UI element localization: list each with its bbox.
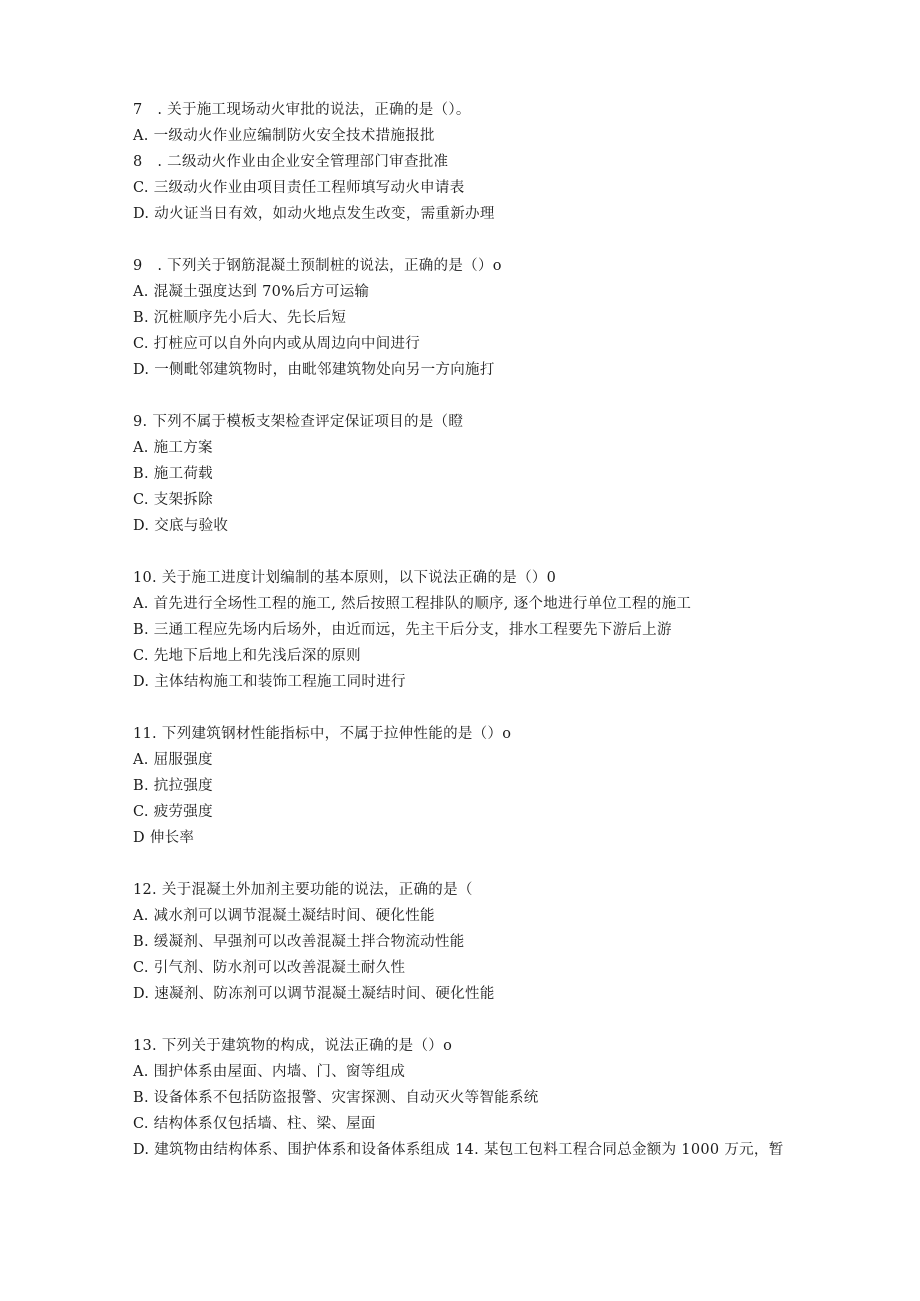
option-d: D. 动火证当日有效，如动火地点发生改变，需重新办理 xyxy=(133,206,495,222)
question-stem: 12. 关于混凝土外加剂主要功能的说法，正确的是（ xyxy=(133,882,473,898)
question-stem: 10. 关于施工进度计划编制的基本原则，以下说法正确的是（）0 xyxy=(133,570,557,586)
option-a: A. 混凝土强度达到 70%后方可运输 xyxy=(133,284,370,300)
question-9-formwork xyxy=(133,409,813,539)
option-b: B. 设备体系不包括防盗报警、灾害探测、自动灭火等智能系统 xyxy=(133,1090,539,1106)
option-c: C. 打桩应可以自外向内或从周边向中间进行 xyxy=(133,336,421,352)
option-d: D. 交底与验收 xyxy=(133,518,229,534)
option-a: A. 首先进行全场性工程的施工, 然后按照工程排队的顺序, 逐个地进行单位工程的施工 xyxy=(133,596,692,612)
option-d: D 伸长率 xyxy=(133,830,195,846)
option-d: D. 建筑物由结构体系、围护体系和设备体系组成 14. 某包工包料工程合同总金额为 1000 万元，暂 xyxy=(133,1142,784,1158)
question-12 xyxy=(133,877,813,1007)
option-a: A. 减水剂可以调节混凝土凝结时间、硬化性能 xyxy=(133,908,435,924)
option-d: D. 速凝剂、防冻剂可以调节混凝土凝结时间、硬化性能 xyxy=(133,986,495,1002)
question-stem: 11. 下列建筑钢材性能指标中，不属于拉伸性能的是（）o xyxy=(133,726,512,742)
question-9-precast-pile xyxy=(133,253,813,383)
option-d: D. 一侧毗邻建筑物时，由毗邻建筑物处向另一方向施打 xyxy=(133,362,495,378)
question-7 xyxy=(133,97,813,227)
option-c: C. 结构体系仅包括墙、柱、梁、屋面 xyxy=(133,1116,376,1132)
question-stem: 9. 下列不属于模板支架检查评定保证项目的是（瞪 xyxy=(133,414,464,430)
question-10 xyxy=(133,565,813,695)
option-a: A. 围护体系由屋面、内墙、门、窗等组成 xyxy=(133,1064,406,1080)
option-c: C. 引气剂、防水剂可以改善混凝土耐久性 xyxy=(133,960,406,976)
option-a: A. 施工方案 xyxy=(133,440,213,456)
question-11 xyxy=(133,721,813,851)
option-c: C. 支架拆除 xyxy=(133,492,213,508)
option-b: B. 三通工程应先场内后场外，由近而远，先主干后分支，排水工程要先下游后上游 xyxy=(133,622,672,638)
question-stem: 9 . 下列关于钢筋混凝土预制桩的说法，正确的是（）o xyxy=(133,258,502,274)
document-page xyxy=(133,97,813,1189)
question-13 xyxy=(133,1033,813,1163)
option-b: 8 . 二级动火作业由企业安全管理部门审查批准 xyxy=(133,154,449,170)
option-b: B. 施工荷载 xyxy=(133,466,213,482)
option-c: C. 三级动火作业由项目责任工程师填写动火申请表 xyxy=(133,180,465,196)
option-b: B. 沉桩顺序先小后大、先长后短 xyxy=(133,310,347,326)
option-b: B. 抗拉强度 xyxy=(133,778,213,794)
option-c: C. 先地下后地上和先浅后深的原则 xyxy=(133,648,361,664)
option-c: C. 疲劳强度 xyxy=(133,804,213,820)
option-b: B. 缓凝剂、早强剂可以改善混凝土拌合物流动性能 xyxy=(133,934,465,950)
option-a: A. 一级动火作业应编制防火安全技术措施报批 xyxy=(133,128,435,144)
question-stem: 13. 下列关于建筑物的构成，说法正确的是（）o xyxy=(133,1038,453,1054)
option-d: D. 主体结构施工和装饰工程施工同时进行 xyxy=(133,674,406,690)
question-stem: 7 . 关于施工现场动火审批的说法，正确的是（）。 xyxy=(133,102,471,118)
option-a: A. 屈服强度 xyxy=(133,752,213,768)
